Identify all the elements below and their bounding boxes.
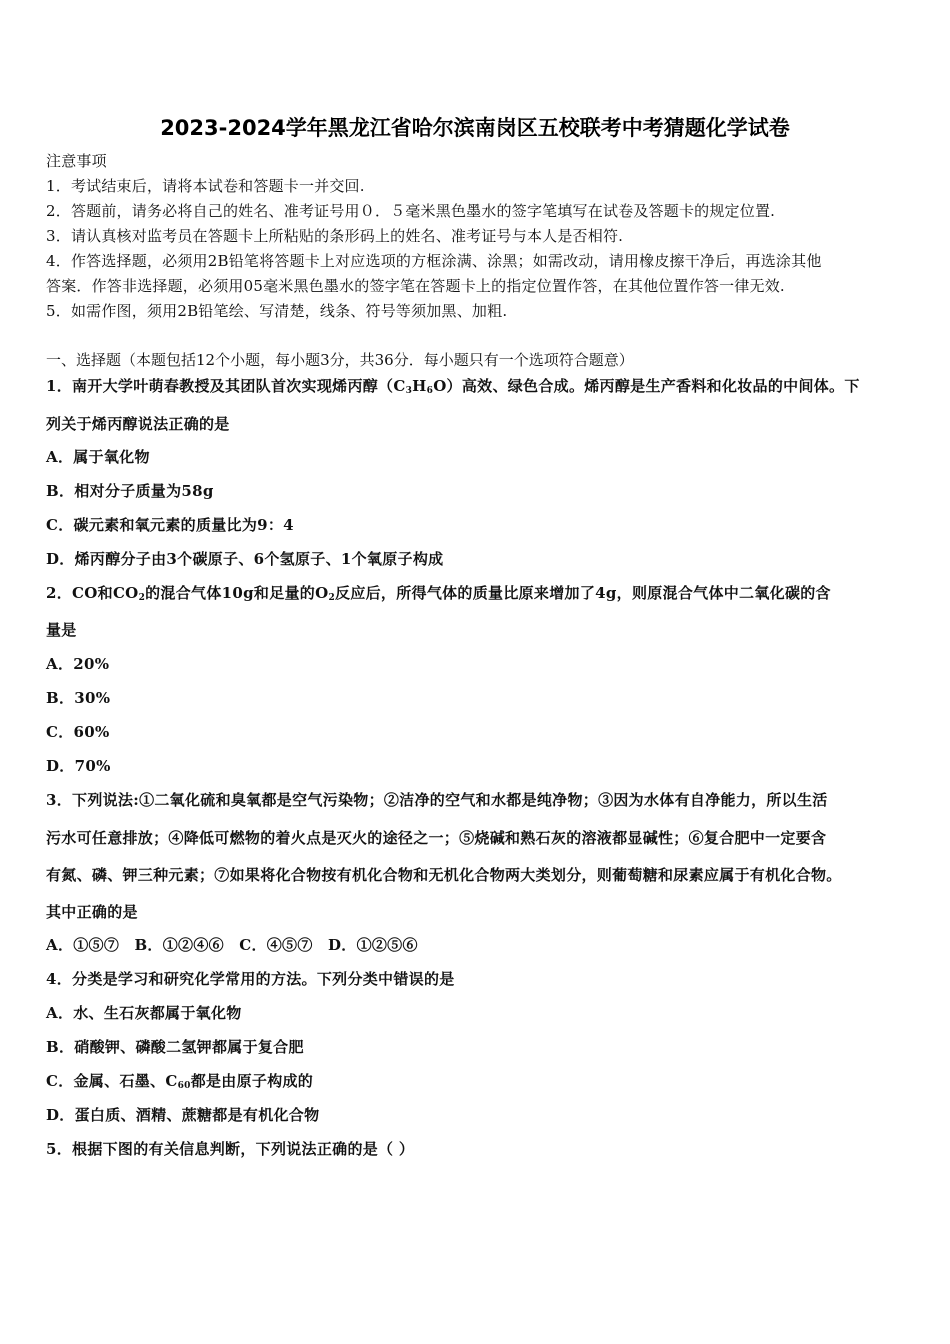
q3-stem-line-4: 其中正确的是	[46, 903, 138, 921]
q4-option-d: D．蛋白质、酒精、蔗糖都是有机化合物	[46, 1106, 320, 1124]
q1-option-c: C．碳元素和氧元素的质量比为9：4	[46, 516, 294, 534]
q1-option-b: B．相对分子质量为58g	[46, 482, 214, 500]
q2-option-b: B．30%	[46, 689, 111, 707]
page-title: 2023-2024学年黑龙江省哈尔滨南岗区五校联考中考猜题化学试卷	[160, 116, 790, 140]
section-heading: 一、选择题（本题包括12个小题，每小题3分，共36分．每小题只有一个选项符合题意）	[46, 351, 634, 369]
q1-option-d: D．烯丙醇分子由3个碳原子、6个氢原子、1个氧原子构成	[46, 550, 444, 568]
notice-heading: 注意事项	[46, 152, 107, 170]
q2-option-a: A．20%	[46, 655, 110, 673]
notice-item-4: 4．作答选择题，必须用2B铅笔将答题卡上对应选项的方框涂满、涂黑；如需改动，请用橡皮擦干净后，再选涂其他	[46, 252, 822, 270]
q1-stem: 1．南开大学叶萌春教授及其团队首次实现烯丙醇$(C_3H_6O)$高效、绿色合成。烯丙醇是生产香料和化妆品的中间体。下	[46, 377, 860, 396]
q2-option-c: C．60%	[46, 723, 110, 741]
q3-stem-line-1: 3．下列说法:①二氧化硫和臭氧都是空气污染物；②洁净的空气和水都是纯净物；③因为水体有自净能力，所以生活	[46, 791, 828, 809]
notice-item-5: 5．如需作图，须用2B铅笔绘、写清楚，线条、符号等须加黑、加粗.	[46, 302, 508, 320]
q1-option-a: A．属于氧化物	[46, 448, 150, 466]
q3-options: A．①⑤⑦ B．①②④⑥ C．④⑤⑦ D．①②⑤⑥	[46, 936, 418, 954]
q4-stem: 4．分类是学习和研究化学常用的方法。下列分类中错误的是	[46, 970, 455, 988]
q2-stem-continued: 量是	[46, 621, 77, 639]
q5-stem: 5．根据下图的有关信息判断，下列说法正确的是（ ）	[46, 1140, 415, 1158]
q3-stem-line-2: 污水可任意排放；④降低可燃物的着火点是灭火的途径之一；⑤烧碱和熟石灰的溶液都显碱性；⑥复合肥中一定要含	[46, 829, 827, 847]
q2-stem: 2．CO和$CO_2$的混合气体10g和足量的$O_2$反应后，所得气体的质量比原来增加了4g，则原混合气体中二氧化碳的含	[46, 584, 831, 603]
q2-option-d: D．70%	[46, 757, 111, 775]
notice-item-1: 1．考试结束后，请将本试卷和答题卡一并交回.	[46, 177, 365, 195]
notice-item-4-continued: 答案．作答非选择题，必须用05毫米黑色墨水的签字笔在答题卡上的指定位置作答，在其他位置作答一律无效.	[46, 277, 785, 295]
q4-option-c: C．金属、石墨、$C_{60}$都是由原子构成的	[46, 1072, 314, 1091]
notice-item-3: 3．请认真核对监考员在答题卡上所粘贴的条形码上的姓名、准考证号与本人是否相符.	[46, 227, 624, 245]
q4-option-b: B．硝酸钾、磷酸二氢钾都属于复合肥	[46, 1038, 304, 1056]
q3-stem-line-3: 有氮、磷、钾三种元素；⑦如果将化合物按有机化合物和无机化合物两大类划分，则葡萄糖和尿素应属于有机化合物。	[46, 866, 842, 884]
q1-stem-continued: 列关于烯丙醇说法正确的是	[46, 415, 230, 433]
q4-option-a: A．水、生石灰都属于氧化物	[46, 1004, 242, 1022]
notice-item-2: 2．答题前，请务必将自己的姓名、准考证号用０．５毫米黑色墨水的签字笔填写在试卷及答题卡的规定位置.	[46, 202, 776, 220]
